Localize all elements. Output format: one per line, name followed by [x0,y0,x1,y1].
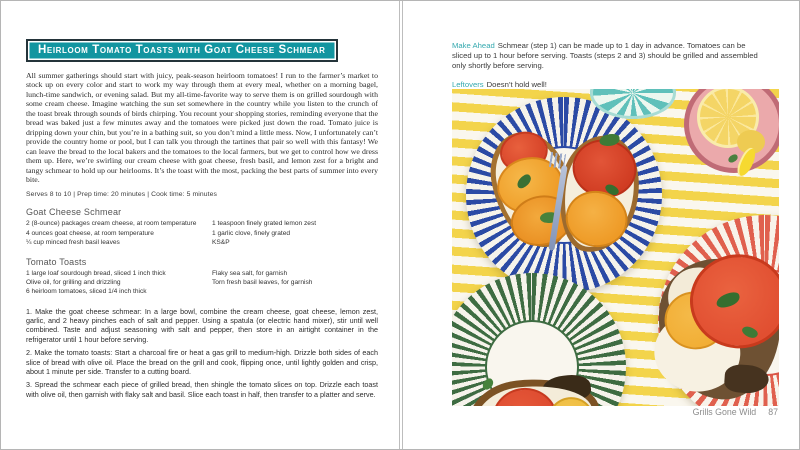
leftovers-text: Doesn’t hold well! [486,80,547,89]
make-ahead-label: Make Ahead [452,41,495,50]
page-right [402,1,800,449]
instructions [26,307,378,399]
make-ahead-note [452,41,764,71]
page-number: 87 [768,407,778,417]
ingredient-item: 1 garlic clove, finely grated [212,229,291,237]
intro-paragraph: All summer gatherings should start with juicy, peak-season heirloom tomatoes! I run to the farmer’s market to stock up on every color and start to work my way through them at every meal, whether on a morning bagel, lunch-time sandwich, or evening salad. But my all-time-favorite way to serve them is on grilled sourdough with some cream cheese. Imagine watching the sun set somewhere in the country while you listen to the crunch of the toast break through sounds of birds chirping. You recount your shopping stories, reminding everyone that the bread was baked just a few minutes away and the tomatoes were picked just down the road. Tomato juice is dripping down your chin, but you’re in a bathing suit, so you don’t mind a little mess. Now, I unfortunately can’t provide the country home or pool, but I can talk you through the tartines that pair so well with this fantasy! We can leave the bread to the local bakers and the tomatoes to the local farmers, but we get to control how we dress them up. Here, we’re swirling our cream cheese with goat cheese, fresh basil, and lemon zest for a bright and tangy schmear to hold up our heirlooms. It’s the toast with the most, packing the best parts of summer into every bite. [26,71,378,184]
ingredient-item: Torn fresh basil leaves, for garnish [212,278,313,286]
tomato-toasts-photo [452,89,779,406]
ingredient-column [212,270,376,297]
ingredient-columns [26,220,399,247]
ingredient-column [26,220,212,247]
ingredient-item: 4 ounces goat cheese, at room temperature [26,229,154,237]
ingredient-item: ¼ cup minced fresh basil leaves [26,238,120,246]
ingredient-item: 1 teaspoon finely grated lemon zest [212,220,317,228]
instruction-step: 1. Make the goat cheese schmear: In a large bowl, combine the cream cheese, goat cheese, lemon zest, garlic, and 2 heavy pinches each of salt and pepper. Using a spatula (or electric hand mixer), stir until well combined. Taste and adjust seasoning with salt and pepper, then store in an airtight container in the refrigerator until 1 hour before serving. [26,307,378,344]
recipe-title-banner [26,39,338,62]
leftovers-label: Leftovers [452,80,484,89]
ingredient-column [212,220,376,247]
make-ahead-text: Schmear (step 1) can be made up to 1 day in advance. Tomatoes can be sliced up to 1 hour before serving. Toasts (steps 2 and 3) should be grilled and assembled only shortly before serving. [452,41,758,70]
ingredient-item: Olive oil, for grilling and drizzling [26,278,121,286]
tomato-toast [653,255,779,403]
section-heading: Tomato Toasts [26,256,87,267]
chapter-title: Grills Gone Wild [692,407,757,417]
section-heading: Goat Cheese Schmear [26,207,122,218]
instruction-step: 2. Make the tomato toasts: Start a charcoal fire or heat a gas grill to medium-high. Drizzle both sides of each slice of bread with olive oil. Place the bread on the grill and cook, flipping once, until lightly golden and crisp, about 1 minute per side. Transfer to a cutting board. [26,348,378,376]
ingredient-columns [26,270,399,297]
ingredient-section-schmear [26,207,399,247]
ingredient-item: 6 heirloom tomatoes, sliced 1/4 inch thick [26,287,147,295]
ingredient-column [26,270,212,297]
page-footer [693,407,778,417]
ingredient-item: Flaky sea salt, for garnish [212,269,288,277]
instruction-step: 3. Spread the schmear each piece of grilled bread, then shingle the tomato slices on top. Drizzle each toast with olive oil, then garnish with flaky salt and basil. Slice each toast in half, then transfer to a platter and serve. [26,380,378,399]
serves-line: Serves 8 to 10 | Prep time: 20 minutes | Cook time: 5 minutes [26,191,217,199]
ingredient-item: 1 large loaf sourdough bread, sliced 1 inch thick [26,269,166,277]
ingredient-item: KS&P [212,238,230,246]
recipe-title: Heirloom Tomato Toasts with Goat Cheese Schmear [38,44,326,56]
ingredient-section-toasts [26,257,399,297]
page-left [1,1,400,449]
recipe-notes [403,1,764,90]
ingredient-item: 2 (8-ounce) packages cream cheese, at room temperature [26,220,197,228]
